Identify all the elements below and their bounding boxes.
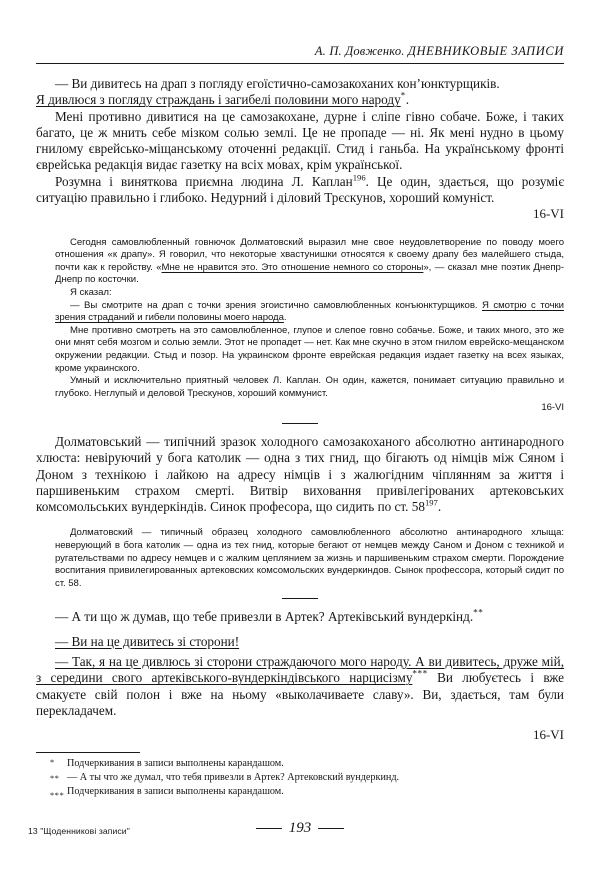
spacer: [36, 424, 564, 434]
ua1-p1-lead: — Ви дивитесь на драп з погляду егоїстично-самозакоханих кон’юнктурщиків.: [55, 76, 500, 91]
ru1-paragraph-1: [55, 237, 564, 287]
spacer: [36, 415, 564, 423]
ua2-p1-text: Долматовський — типічний зразок холодного самозакоханого абсолютно антинародного хлюста: невіруючий у бога католик — одна з тих гнид, що бігають од німців між Сяном і Доном з технікою і лайкою на адресу німців і з жалюгідним чіплянням за життя і паршивеньким страхом смерті. Витвір виховання привілегірованих артековських комсомольських вундеркіндів. Синок професора, що сидить по ст. 58: [36, 433, 564, 515]
ru1-paragraph-5: Умный и исключительно приятный человек Л. Каплан. Он один, кажется, понимает ситуацию правильно и глубоко. Неглупый и деловой Трескунов, хороший коммунист.: [55, 375, 564, 399]
ua1-paragraph-2: Мені противно дивитися на це самозакохане, дурне і сліпе гівно собаче. Боже, і таких багато, це ж мнить себе мізком солью землі. Це не пропаде — ні. Як мені нудно в цьому гнилому єврейсько-міщанському оточенні редакції. Стид і ганьба. На українському фронті єврейська редакція видає газетку на всіх мо́вах, крім української.: [36, 108, 564, 173]
ua1-p3-note-ref: 196: [352, 172, 366, 183]
folio-dash-left: [256, 828, 282, 829]
ru1-paragraph-3: [55, 300, 564, 325]
footnote-separator-rule: [36, 752, 140, 753]
ru1-block: [55, 237, 564, 415]
footnote-item: [36, 771, 564, 784]
running-head-rule: [36, 63, 564, 64]
ua3-l1-text: — А ти що ж думав, що тебе привезли в Артек? Артеківський вундеркінд.: [55, 609, 474, 625]
ru1-date: 16-VI: [541, 402, 564, 414]
ru1-p1-underlined: Мне не нравится это. Это отношение немного со стороны: [161, 261, 424, 273]
footnote-item: [36, 785, 564, 798]
footnote-marker: **: [50, 774, 60, 783]
ru1-p3-underlined: Я смотрю с точки зрения страданий и гибели половины моего народа: [55, 299, 564, 324]
ua3-line-1: [36, 609, 564, 625]
ua3-l3-rest: Ви любуєтесь і вже смакуєте свій полон і вже на ньому «выколачиваете славу». Ви, здається, там були перекладачем.: [36, 670, 564, 718]
ua3-l2-underlined: — Ви на це дивитесь зі сторони!: [55, 633, 240, 649]
spacer: [36, 719, 564, 727]
ua1-date: 16-VI: [532, 206, 564, 222]
ua2-p1-tail: .: [437, 499, 442, 515]
ua1-paragraph-3: [36, 174, 564, 207]
folio-dash-right: [318, 828, 344, 829]
footnote-text: — А ты что же думал, что тебя привезли в Артек? Артековский вундеркинд.: [67, 772, 400, 783]
footnote-text: Подчеркивания в записи выполнены карандашом.: [67, 758, 284, 769]
ua3-l1-footnote-marker: **: [473, 608, 484, 619]
page-number: 193: [288, 820, 312, 837]
ru2-paragraph-1: Долматовский — типичный образец холодного самовлюбленного абсолютно антинародного хлыща: неверующий в бога католик — одна из тех гнид, которые бегают от немцев между Саном и Доном с техникой и ругательствами по адресу немцев и с жалким цеплянием за жизнь и паршивеньким страхом смерти. Порождение воспитания привилегированных артековских комсомольских вундеркиндов. Сынок профессора, который сидит по ст. 58.: [55, 527, 564, 589]
ru1-p1-lead: Сегодня самовлюбленный говнючок Долматовский выразил мне свое неудовлетворение по поводу моего отношения «к драпу». Я говорил, что некоторые хвастунишки относятся к своему драпу без малейшего стыда, почти как к геройству. «: [55, 236, 564, 273]
ua1-paragraph-1: — Ви дивитесь на драп з погляду егоїстично-самозакоханих кон’юнктурщиків. Я дивлюся з погляду страждань і загибелі половини мого народу*.: [36, 76, 500, 108]
footnote-marker: *: [50, 758, 55, 767]
ua3-date: 16-VI: [532, 727, 564, 743]
spacer: [36, 590, 564, 598]
running-head-title: ДНЕВНИКОВЫЕ ЗАПИСИ: [407, 44, 564, 58]
ua1-p1-footnote-marker: *: [400, 90, 406, 101]
ru2-block: [55, 527, 564, 590]
spacer: [36, 223, 564, 237]
page-body: [36, 76, 564, 744]
spacer: [36, 599, 564, 609]
running-head-author: А. П. Довженко.: [314, 44, 405, 58]
footnote-item: [36, 757, 564, 770]
page-folio: [0, 820, 600, 837]
footnote-marker: ***: [50, 791, 65, 800]
ua1-p1-underlined: Я дивлюся з погляду страждань і загибелі половини мого народу: [36, 92, 401, 108]
ua3-line-3: [36, 654, 564, 719]
running-head: [36, 44, 564, 59]
ua3-l3-underlined: — Так, я на це дивлюсь зі сторони страждаючого мого народу. А ви дивитесь, друже мій, з середини свого артеківського-вундеркіндівського нарцисізму: [36, 654, 564, 686]
signature-mark: 13 "Щоденникові записи": [28, 826, 130, 836]
ua1-p3-tail: . Це один, здається, що розуміє ситуацію правильно і глибоко. Недурний і діловий Трєскунов, хороший комуніст.: [36, 173, 565, 206]
footnote-text: Подчеркивания в записи выполнены карандашом.: [67, 786, 284, 797]
spacer: [36, 515, 564, 527]
ru1-p3-lead: — Вы смотрите на драп с точки зрения эгоистично самовлюбленных конъюнктурщиков.: [70, 299, 482, 311]
ru1-p3-tail: .: [283, 312, 287, 324]
ru1-p1-tail: », — сказал мне поэтик Днепр-Днепр по косточки.: [55, 261, 564, 286]
ru1-paragraph-4: Мне противно смотреть на это самовлюбленное, глупое и слепое говно собачье. Боже, и таких много, это же они мнят себя мозгом и солью земли. Этот не пропадет — нет. Как мне скучно в этом гнилом еврейско-мещанском окружении редакции. Стыд и позор. На украинском фронте еврейская редакция издает газетку на всех языках, кроме украинского.: [55, 324, 564, 374]
ua2-paragraph-1: [36, 434, 564, 515]
ua1-p3-lead: Розумна і виняткова приємна людина Л. Каплан: [55, 173, 353, 189]
ru1-paragraph-2: Я сказал:: [70, 287, 112, 299]
ua2-p1-note-ref: 197: [424, 497, 438, 508]
spacer: [36, 626, 564, 634]
footnote-list: [36, 757, 564, 799]
ua3-l3-footnote-marker: ***: [412, 668, 428, 679]
ua3-line-2: [36, 634, 564, 650]
